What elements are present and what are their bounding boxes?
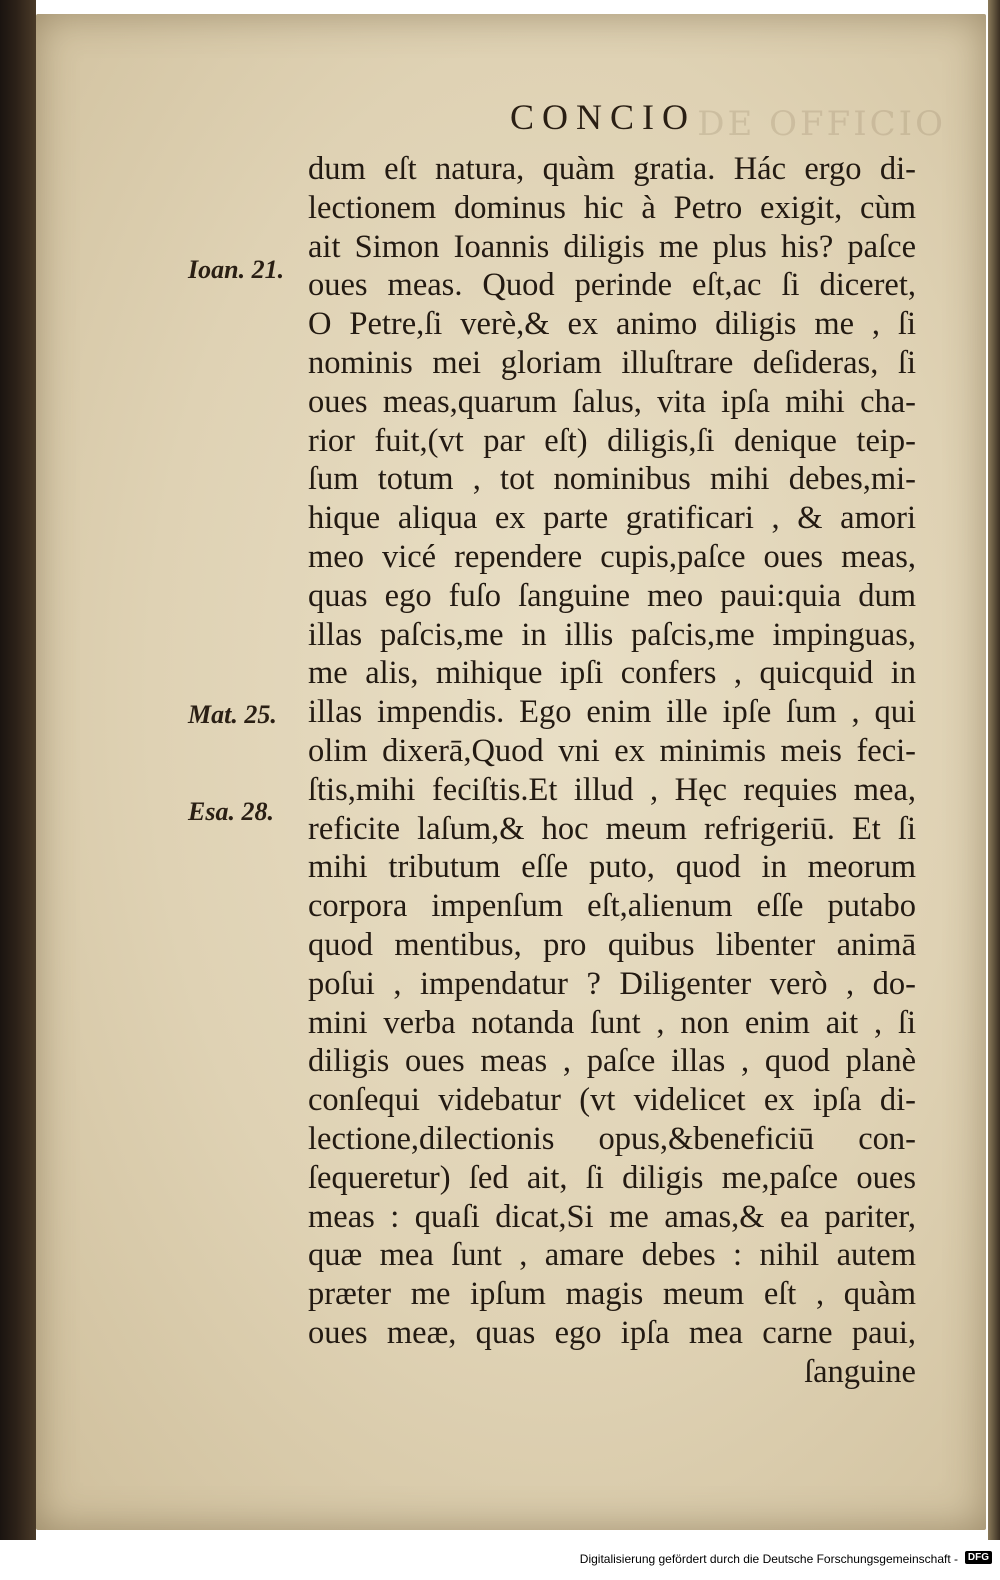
text-line: dum eſt natura, quàm gratia. Hác ergo di- [308,151,916,187]
margin-note-ioan: Ioan. 21. [188,255,285,284]
footer-bar [0,1540,1000,1580]
text-line: rior fuit,(vt par eſt) diligis,ſi denique teip- [308,422,916,459]
margin-note-mat: Mat. 25. [188,700,277,729]
text-line: oues meæ, quas ego ipſa mea carne paui, [308,1314,916,1351]
text-line: præter me ipſum magis meum eſt , quàm [308,1276,916,1313]
text-line: mihi tributum eſſe puto, quod in meorum [308,849,916,886]
text-line: ſequeretur) ſed ait, ſi diligis me,paſce oues [308,1159,916,1196]
text-line: meas : quaſi dicat,Si me amas,& ea pariter, [308,1198,916,1235]
text-line: lectione,dilectionis opus,&beneficiū con- [308,1120,916,1157]
dfg-logo: DFG [965,1551,992,1564]
text-line: nominis mei gloriam illuſtrare deſideras, ſi [308,344,916,381]
text-line: O Petre,ſi verè,& ex animo diligis me , ſi [308,306,916,343]
text-line: ſtis,mihi feciſtis.Et illud , Hęc requies mea, [308,771,916,808]
bleed-through-text: DE OFFICIO [697,104,946,144]
text-line: illas impendis. Ego enim ille ipſe ſum , qui [308,694,916,731]
margin-note-esa: Esa. 28. [188,797,274,826]
book-binding-edge [0,0,36,1540]
text-line: illas paſcis,me in illis paſcis,me impinguas, [308,616,916,653]
text-line: reficite laſum,& hoc meum refrigeriū. Et ſi [308,810,916,847]
funding-note: Digitalisierung gefördert durch die Deutsche Forschungsgemeinschaft - [579,1552,958,1566]
text-line: poſui , impendatur ? Diligenter verò , do- [308,965,916,1002]
text-line: quas ego fuſo ſanguine meo paui:quia dum [308,577,916,614]
body-text-block [308,150,916,1392]
text-line: quod mentibus, pro quibus libenter animā [308,926,916,963]
text-line: meo vicé rependere cupis,paſce oues meas, [308,538,916,575]
text-line: corpora impenſum eſt,alienum eſſe putabo [308,888,916,925]
text-line: mini verba notanda ſunt , non enim ait , ſi [308,1004,916,1041]
running-header: CONCIO [510,97,697,137]
text-line: ait Simon Ioannis diligis me plus his? paſce [308,228,916,265]
text-line: ſum totum , tot nominibus mihi debes,mi- [308,461,916,498]
text-line: olim dixerā,Quod vni ex minimis meis feci- [308,732,916,769]
text-line: quæ mea ſunt , amare debes : nihil autem [308,1237,916,1274]
text-line: diligis oues meas , paſce illas , quod planè [308,1043,916,1080]
text-line: oues meas. Quod perinde eſt,ac ſi diceret, [308,267,916,304]
text-line: hique aliqua ex parte gratificari , & amori [308,500,916,537]
text-line: lectionem dominus hic à Petro exigit, cùm [308,189,916,226]
text-line: ſanguine [804,1353,916,1390]
text-line: oues meas,quarum ſalus, vita ipſa mihi cha- [308,383,916,420]
text-line: me alis, mihique ipſi confers , quicquid in [308,655,916,692]
page-edge [988,0,1000,1540]
text-line: conſequi videbatur (vt videlicet ex ipſa di- [308,1082,916,1119]
